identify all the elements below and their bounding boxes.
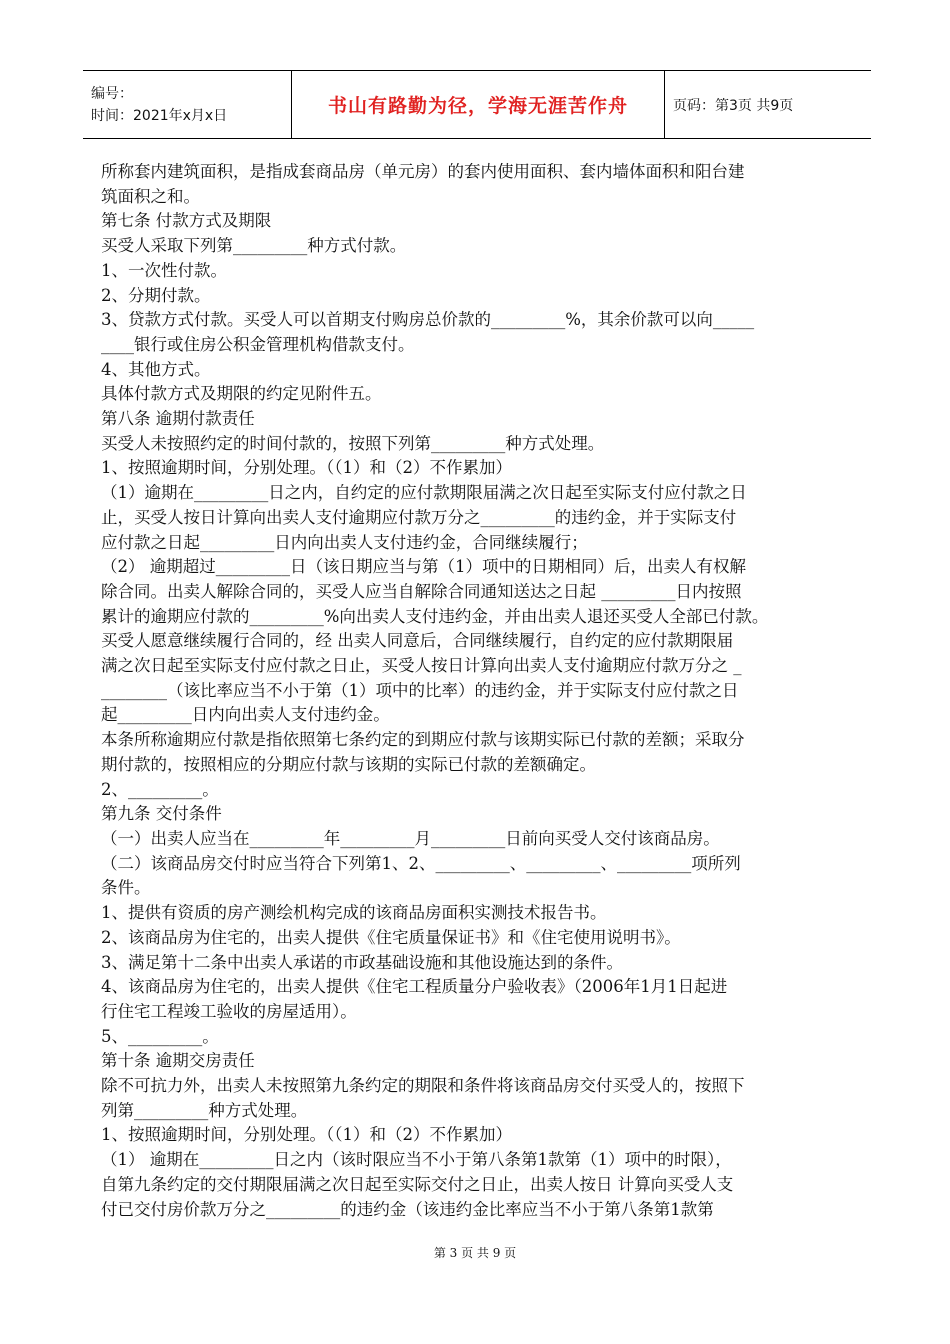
body-line: （二）该商品房交付时应当符合下列第1、2、_________、_________、_________项所列 bbox=[101, 853, 741, 873]
body-line: 买受人未按照约定的时间付款的，按照下列第_________种方式处理。 bbox=[101, 433, 605, 453]
body-line: 第十条 逾期交房责任 bbox=[101, 1051, 255, 1071]
document-time-label: 时间：2021年x月x日 bbox=[91, 107, 228, 124]
body-line: 本条所称逾期应付款是指依照第七条约定的到期应付款与该期实际已付款的差额；采取分 bbox=[101, 730, 745, 750]
body-line: 2、_________。 bbox=[101, 779, 219, 799]
body-line: （1） 逾期在_________日之内（该时限应当不小于第八条第1款第（1）项中的时限）， bbox=[101, 1150, 732, 1170]
body-line: 条件。 bbox=[101, 878, 151, 898]
header-meta bbox=[83, 71, 292, 138]
page-footer: 第 3 页 共 9 页 bbox=[433, 1246, 517, 1260]
body-line: 止，买受人按日计算向出卖人支付逾期应付款万分之_________的违约金，并于实际支付 bbox=[101, 507, 737, 527]
body-line: 列第_________种方式处理。 bbox=[101, 1100, 308, 1120]
body-line: 4、其他方式。 bbox=[101, 359, 211, 379]
header-motto-cell bbox=[292, 71, 665, 138]
body-line: ________（该比率应当不小于第（1）项中的比率）的违约金，并于实际支付应付款之日 bbox=[101, 680, 739, 700]
body-line: 自第九条约定的交付期限届满之次日起至实际交付之日止，出卖人按日 计算向买受人支 bbox=[101, 1174, 734, 1194]
document-number-label: 编号： bbox=[91, 85, 133, 102]
body-line: 第八条 逾期付款责任 bbox=[101, 409, 255, 429]
body-line: 2、该商品房为住宅的，出卖人提供《住宅质量保证书》和《住宅使用说明书》。 bbox=[101, 927, 681, 947]
body-line: （一）出卖人应当在_________年_________月_________日前向买受人交付该商品房。 bbox=[101, 828, 720, 848]
body-line: 第七条 付款方式及期限 bbox=[101, 211, 272, 231]
body-line: （2） 逾期超过_________日（该日期应当与第（1）项中的日期相同）后，出卖人有权解 bbox=[101, 557, 746, 577]
body-line: 买受人采取下列第_________种方式付款。 bbox=[101, 236, 407, 256]
body-line: 满之次日起至实际支付应付款之日止，买受人按日计算向出卖人支付逾期应付款万分之 _ bbox=[101, 656, 742, 676]
body-line: ____银行或住房公积金管理机构借款支付。 bbox=[101, 334, 415, 354]
body-line: 筑面积之和。 bbox=[101, 186, 200, 206]
body-line: 1、按照逾期时间，分别处理。（（1）和（2）不作累加） bbox=[101, 1125, 512, 1145]
body-line: 累计的逾期应付款的_________%向出卖人支付违约金，并由出卖人退还买受人全部已付款。 bbox=[101, 606, 769, 626]
body-line: 1、一次性付款。 bbox=[101, 260, 227, 280]
page-header bbox=[83, 70, 871, 139]
body-line: 1、按照逾期时间，分别处理。（（1）和（2）不作累加） bbox=[101, 458, 512, 478]
body-line: 起_________日内向出卖人支付违约金。 bbox=[101, 705, 390, 725]
header-page-label: 页码：第3页 共9页 bbox=[673, 97, 794, 114]
body-line: 具体付款方式及期限的约定见附件五。 bbox=[101, 384, 382, 404]
body-line: 5、_________。 bbox=[101, 1026, 219, 1046]
body-line: （1）逾期在_________日之内，自约定的应付款期限届满之次日起至实际支付应付款之日 bbox=[101, 483, 747, 503]
body-line: 2、分期付款。 bbox=[101, 285, 211, 305]
body-line: 除不可抗力外，出卖人未按照第九条约定的期限和条件将该商品房交付买受人的，按照下 bbox=[101, 1076, 745, 1096]
body-line: 所称套内建筑面积，是指成套商品房（单元房）的套内使用面积、套内墙体面积和阳台建 bbox=[101, 162, 745, 181]
body-line: 1、提供有资质的房产测绘机构完成的该商品房面积实测技术报告书。 bbox=[101, 903, 607, 923]
header-page-cell bbox=[665, 71, 871, 138]
body-line: 付已交付房价款万分之_________的违约金（该违约金比率应当不小于第八条第1款第 bbox=[101, 1199, 714, 1219]
body-line: 第九条 交付条件 bbox=[101, 804, 222, 824]
header-motto: 书山有路勤为径，学海无涯苦作舟 bbox=[327, 95, 628, 117]
body-line: 期付款的，按照相应的分期应付款与该期的实际已付款的差额确定。 bbox=[101, 754, 596, 774]
body-line: 4、该商品房为住宅的，出卖人提供《住宅工程质量分户验收表》（2006年1月1日起进 bbox=[101, 977, 728, 997]
document-body bbox=[101, 160, 853, 1222]
body-line: 应付款之日起_________日内向出卖人支付违约金，合同继续履行； bbox=[101, 532, 588, 552]
body-line: 3、满足第十二条中出卖人承诺的市政基础设施和其他设施达到的条件。 bbox=[101, 952, 623, 972]
body-line: 除合同。出卖人解除合同的，买受人应当自解除合同通知送达之日起 _________日内按照 bbox=[101, 581, 742, 601]
body-line: 3、贷款方式付款。买受人可以首期支付购房总价款的_________%，其余价款可以向_____ bbox=[101, 310, 755, 330]
body-line: 行住宅工程竣工验收的房屋适用）。 bbox=[101, 1001, 357, 1021]
body-line: 买受人愿意继续履行合同的，经 出卖人同意后，合同继续履行，自约定的应付款期限届 bbox=[101, 631, 734, 651]
